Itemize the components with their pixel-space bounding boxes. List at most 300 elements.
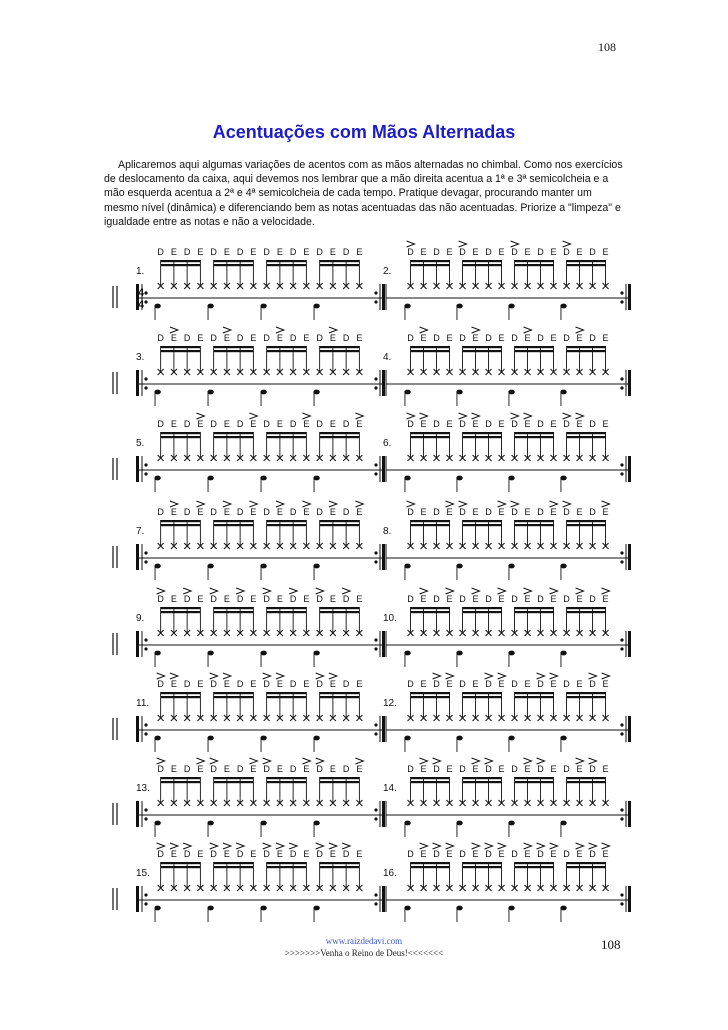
beam-secondary — [161, 264, 201, 266]
repeat-dot — [144, 893, 147, 896]
beam-primary — [463, 692, 502, 694]
repeat-dot — [620, 647, 623, 650]
sticking-label: D — [485, 507, 492, 517]
repeat-dot — [374, 386, 377, 389]
beam-secondary — [320, 436, 360, 438]
sticking-label: E — [550, 764, 557, 774]
sticking-label: E — [472, 849, 479, 859]
sticking-label: D — [537, 849, 544, 859]
sticking-label: E — [472, 247, 479, 257]
sticking-label: D — [157, 679, 164, 689]
sticking-label: E — [303, 764, 310, 774]
beam-secondary — [161, 781, 201, 783]
repeat-start-thick — [136, 801, 139, 827]
sticking-label: D — [210, 333, 217, 343]
repeat-dot — [374, 291, 377, 294]
sticking-label: D — [316, 849, 323, 859]
sticking-label: D — [183, 764, 191, 774]
beam-secondary — [515, 264, 554, 266]
sticking-label: D — [459, 507, 466, 517]
beam-secondary — [567, 436, 606, 438]
beam-secondary — [463, 436, 502, 438]
sticking-label: D — [433, 849, 440, 859]
sticking-label: E — [420, 849, 427, 859]
sticking-label: E — [602, 594, 609, 604]
repeat-start-thick — [136, 886, 139, 912]
sticking-label: E — [250, 679, 257, 689]
sticking-label: D — [289, 507, 297, 517]
repeat-dot — [374, 560, 377, 563]
sticking-label: D — [210, 849, 217, 859]
beam-primary — [463, 862, 502, 864]
sticking-label: E — [329, 764, 336, 774]
sticking-label: E — [197, 764, 204, 774]
beam-secondary — [567, 524, 606, 526]
sticking-label: D — [342, 849, 350, 859]
beam-secondary — [320, 781, 360, 783]
sticking-label: D — [485, 849, 492, 859]
beam-primary — [515, 346, 554, 348]
beam-secondary — [267, 264, 307, 266]
sticking-label: E — [602, 247, 609, 257]
sticking-label: E — [550, 419, 557, 429]
repeat-dot — [144, 472, 147, 475]
sticking-label: E — [576, 594, 583, 604]
sticking-label: D — [433, 333, 440, 343]
footer-site: www.raizdedavi.com — [325, 936, 403, 946]
sticking-label: E — [446, 679, 453, 689]
beam-secondary — [411, 696, 450, 698]
sticking-label: D — [563, 419, 570, 429]
sticking-label: E — [550, 679, 557, 689]
repeat-dot — [144, 377, 147, 380]
sticking-label: D — [589, 594, 596, 604]
sticking-label: E — [250, 849, 257, 859]
beam-primary — [463, 777, 502, 779]
repeat-dot — [374, 902, 377, 905]
beam-secondary — [567, 866, 606, 868]
sticking-label: D — [433, 419, 440, 429]
exercise-number: 7. — [136, 526, 145, 537]
sticking-label: D — [157, 594, 164, 604]
sticking-label: E — [329, 594, 336, 604]
sticking-label: D — [289, 764, 297, 774]
beam-primary — [411, 432, 450, 434]
sticking-label: D — [236, 679, 244, 689]
exercise-number: 2. — [383, 266, 392, 277]
exercise-7 — [136, 501, 385, 580]
sticking-label: D — [485, 594, 492, 604]
beam-secondary — [161, 436, 201, 438]
sticking-label: E — [446, 507, 453, 517]
sticking-label: E — [576, 333, 583, 343]
sticking-label: E — [329, 849, 336, 859]
repeat-dot — [620, 560, 623, 563]
beam-primary — [161, 432, 201, 434]
sticking-label: E — [550, 247, 557, 257]
beam-primary — [463, 260, 502, 262]
beam-secondary — [161, 696, 201, 698]
repeat-dot — [374, 723, 377, 726]
sticking-label: D — [157, 507, 164, 517]
sticking-label: D — [183, 419, 191, 429]
beam-primary — [267, 777, 307, 779]
sticking-label: D — [183, 849, 191, 859]
beam-secondary — [267, 611, 307, 613]
beam-secondary — [320, 264, 360, 266]
sticking-label: D — [589, 333, 596, 343]
beam-secondary — [214, 696, 254, 698]
beam-secondary — [320, 611, 360, 613]
beam-primary — [161, 520, 201, 522]
sticking-label: E — [303, 849, 310, 859]
sticking-label: E — [498, 247, 505, 257]
beam-primary — [567, 692, 606, 694]
repeat-dot — [374, 732, 377, 735]
beam-secondary — [161, 524, 201, 526]
exercise-number: 14. — [383, 783, 397, 794]
sticking-label: E — [356, 849, 363, 859]
beam-primary — [214, 607, 254, 609]
sticking-label: D — [210, 247, 217, 257]
sticking-label: E — [446, 247, 453, 257]
exercise-1 — [136, 247, 385, 320]
repeat-dot — [144, 386, 147, 389]
repeat-end-thick — [382, 631, 385, 657]
beam-secondary — [267, 866, 307, 868]
sticking-label: D — [407, 419, 414, 429]
exercise-5 — [136, 413, 385, 492]
beam-primary — [267, 862, 307, 864]
sticking-label: D — [589, 419, 596, 429]
sticking-label: E — [602, 849, 609, 859]
sticking-label: E — [420, 764, 427, 774]
beam-secondary — [267, 524, 307, 526]
beam-primary — [267, 520, 307, 522]
exercise-number: 11. — [136, 698, 150, 709]
repeat-end-thick — [382, 886, 385, 912]
beam-secondary — [214, 611, 254, 613]
sticking-label: E — [170, 333, 177, 343]
sticking-label: E — [250, 333, 257, 343]
sticking-label: E — [276, 594, 283, 604]
sticking-label: E — [576, 247, 583, 257]
sticking-label: E — [170, 679, 177, 689]
sticking-label: D — [407, 333, 414, 343]
repeat-dot — [374, 808, 377, 811]
beam-primary — [567, 607, 606, 609]
beam-primary — [515, 862, 554, 864]
sticking-label: D — [485, 247, 492, 257]
sticking-label: E — [446, 764, 453, 774]
repeat-end-thick — [382, 284, 385, 310]
sticking-label: D — [511, 764, 518, 774]
beam-secondary — [411, 866, 450, 868]
sticking-label: E — [420, 594, 427, 604]
footer-motto: >>>>>>>Venha o Reino de Deus!<<<<<<< — [284, 948, 444, 958]
exercise-12 — [383, 673, 631, 752]
sticking-label: D — [407, 679, 414, 689]
repeat-dot — [620, 386, 623, 389]
repeat-end-thick — [382, 716, 385, 742]
repeat-dot — [144, 291, 147, 294]
repeat-end-thick — [382, 544, 385, 570]
beam-secondary — [214, 524, 254, 526]
beam-secondary — [515, 436, 554, 438]
beam-secondary — [463, 866, 502, 868]
sticking-label: D — [407, 849, 414, 859]
sticking-label: D — [342, 419, 350, 429]
sticking-label: D — [563, 849, 570, 859]
beam-primary — [411, 607, 450, 609]
sticking-label: E — [223, 507, 230, 517]
beam-primary — [267, 432, 307, 434]
repeat-dot — [620, 300, 623, 303]
sticking-label: D — [236, 333, 244, 343]
beam-primary — [267, 607, 307, 609]
repeat-start-thick — [136, 544, 139, 570]
beam-secondary — [515, 781, 554, 783]
sticking-label: E — [498, 419, 505, 429]
sticking-label: E — [329, 247, 336, 257]
sticking-label: D — [563, 333, 570, 343]
beam-primary — [214, 346, 254, 348]
sticking-label: D — [210, 419, 217, 429]
beam-primary — [567, 260, 606, 262]
sticking-label: D — [537, 333, 544, 343]
beam-primary — [161, 607, 201, 609]
sticking-label: D — [407, 594, 414, 604]
beam-secondary — [463, 696, 502, 698]
exercise-number: 6. — [383, 438, 392, 449]
sticking-label: D — [157, 849, 164, 859]
exercise-16 — [383, 843, 631, 922]
beam-primary — [267, 692, 307, 694]
repeat-end-thick — [382, 370, 385, 396]
beam-primary — [567, 346, 606, 348]
sticking-label: E — [356, 333, 363, 343]
repeat-dot — [144, 808, 147, 811]
beam-secondary — [411, 611, 450, 613]
sticking-label: D — [236, 594, 244, 604]
beam-primary — [214, 520, 254, 522]
sticking-label: E — [524, 594, 531, 604]
sticking-label: E — [356, 594, 363, 604]
time-signature-top: 4 — [138, 287, 145, 299]
sticking-label: E — [250, 594, 257, 604]
repeat-dot — [620, 472, 623, 475]
repeat-dot — [620, 902, 623, 905]
beam-primary — [515, 432, 554, 434]
sticking-label: E — [472, 764, 479, 774]
sticking-label: E — [170, 507, 177, 517]
beam-primary — [320, 777, 360, 779]
sticking-label: E — [420, 679, 427, 689]
sticking-label: D — [537, 594, 544, 604]
beam-primary — [463, 607, 502, 609]
sticking-label: E — [498, 507, 505, 517]
beam-secondary — [214, 866, 254, 868]
time-signature-bottom: 4 — [138, 299, 145, 311]
sticking-label: E — [446, 419, 453, 429]
beam-primary — [463, 520, 502, 522]
sticking-label: D — [236, 419, 244, 429]
sticking-label: E — [250, 247, 257, 257]
repeat-dot — [374, 647, 377, 650]
intro-text: Aplicaremos aqui algumas variações de acentos com as mãos alternadas no chimbal. Como nos exercícios de deslocamento da caixa, aqui devemos nos lembrar que a mão direita acentua a 1ª e 3ª semicolcheia e a mão esquerda acentua a 2ª e 4ª semicolcheia de cada tempo. Pratique devagar, procurando manter um mesmo nível (dinâmica) e diferenciando bem as notas acentuadas das não acentuadas. Priorize a "limpeza" e igualdade entre as notas e não a velocidade. — [104, 159, 623, 228]
sticking-label: D — [511, 419, 518, 429]
sticking-label: E — [329, 679, 336, 689]
sticking-label: E — [197, 594, 204, 604]
beam-primary — [411, 346, 450, 348]
sticking-label: E — [250, 764, 257, 774]
beam-primary — [214, 862, 254, 864]
beam-secondary — [320, 350, 360, 352]
sticking-label: D — [511, 507, 518, 517]
sticking-label: D — [563, 679, 570, 689]
sticking-label: D — [433, 507, 440, 517]
sticking-label: D — [316, 419, 323, 429]
repeat-end-thick — [628, 370, 631, 396]
sticking-label: D — [342, 333, 350, 343]
sticking-label: E — [276, 333, 283, 343]
sticking-label: E — [576, 507, 583, 517]
sticking-label: D — [210, 764, 217, 774]
repeat-start-thick — [136, 456, 139, 482]
sticking-label: D — [342, 764, 350, 774]
page-title: Acentuações com Mãos Alternadas — [212, 122, 516, 142]
beam-primary — [267, 260, 307, 262]
sticking-label: E — [170, 419, 177, 429]
beam-primary — [411, 777, 450, 779]
beam-primary — [267, 346, 307, 348]
sticking-label: D — [589, 507, 596, 517]
beam-secondary — [515, 524, 554, 526]
beam-primary — [567, 520, 606, 522]
sticking-label: D — [183, 679, 191, 689]
beam-secondary — [411, 524, 450, 526]
sticking-label: E — [576, 419, 583, 429]
sticking-label: E — [356, 507, 363, 517]
sticking-label: E — [602, 764, 609, 774]
sticking-label: D — [589, 247, 596, 257]
beam-secondary — [567, 696, 606, 698]
beam-secondary — [267, 436, 307, 438]
beam-secondary — [515, 611, 554, 613]
sticking-label: E — [524, 333, 531, 343]
sticking-label: E — [524, 764, 531, 774]
sticking-label: D — [342, 507, 350, 517]
beam-primary — [515, 260, 554, 262]
sticking-label: E — [250, 507, 257, 517]
sticking-label: E — [498, 333, 505, 343]
sticking-label: D — [407, 507, 414, 517]
sticking-label: E — [602, 419, 609, 429]
repeat-dot — [374, 893, 377, 896]
exercise-10 — [383, 588, 631, 667]
repeat-dot — [374, 377, 377, 380]
sticking-label: D — [459, 419, 466, 429]
beam-secondary — [463, 611, 502, 613]
exercise-number: 10. — [383, 613, 397, 624]
sticking-label: E — [276, 849, 283, 859]
repeat-dot — [620, 723, 623, 726]
sticking-label: D — [289, 247, 297, 257]
sticking-label: D — [157, 247, 164, 257]
sticking-label: D — [433, 594, 440, 604]
sticking-label: E — [170, 247, 177, 257]
sticking-label: D — [157, 419, 164, 429]
beam-secondary — [463, 781, 502, 783]
sticking-label: D — [563, 247, 570, 257]
beam-primary — [411, 260, 450, 262]
beam-primary — [161, 777, 201, 779]
repeat-dot — [144, 647, 147, 650]
repeat-dot — [620, 817, 623, 820]
beam-primary — [161, 346, 201, 348]
sticking-label: E — [446, 849, 453, 859]
sticking-label: E — [303, 507, 310, 517]
sticking-label: D — [459, 679, 466, 689]
beam-secondary — [214, 436, 254, 438]
sticking-label: D — [563, 594, 570, 604]
sticking-label: D — [459, 594, 466, 604]
sticking-label: E — [420, 419, 427, 429]
sticking-label: D — [563, 507, 570, 517]
beam-secondary — [411, 436, 450, 438]
sticking-label: D — [316, 333, 323, 343]
repeat-dot — [144, 300, 147, 303]
sticking-label: E — [356, 679, 363, 689]
beam-secondary — [161, 350, 201, 352]
sticking-label: D — [210, 594, 217, 604]
repeat-dot — [620, 638, 623, 641]
exercise-4 — [383, 327, 631, 406]
beam-primary — [320, 346, 360, 348]
beam-secondary — [267, 781, 307, 783]
sticking-label: D — [537, 764, 544, 774]
sticking-label: E — [223, 679, 230, 689]
exercise-number: 13. — [136, 783, 150, 794]
sticking-label: E — [170, 764, 177, 774]
beam-secondary — [567, 264, 606, 266]
beam-secondary — [214, 264, 254, 266]
sticking-label: E — [356, 247, 363, 257]
sticking-label: E — [276, 679, 283, 689]
sticking-label: D — [433, 679, 440, 689]
repeat-dot — [620, 808, 623, 811]
exercise-number: 3. — [136, 352, 145, 363]
sticking-label: D — [537, 507, 544, 517]
sticking-label: E — [420, 333, 427, 343]
sticking-label: D — [289, 419, 297, 429]
repeat-dot — [374, 472, 377, 475]
sticking-label: D — [459, 247, 466, 257]
sticking-label: D — [511, 679, 518, 689]
sticking-label: E — [472, 594, 479, 604]
repeat-dot — [144, 638, 147, 641]
page-number-top: 108 — [598, 40, 616, 54]
sticking-label: E — [303, 594, 310, 604]
repeat-dot — [620, 732, 623, 735]
exercise-number: 1. — [136, 266, 145, 277]
beam-primary — [463, 432, 502, 434]
sticking-label: E — [524, 507, 531, 517]
sticking-label: E — [197, 333, 204, 343]
beam-secondary — [214, 781, 254, 783]
beam-secondary — [161, 866, 201, 868]
sticking-label: D — [342, 247, 350, 257]
